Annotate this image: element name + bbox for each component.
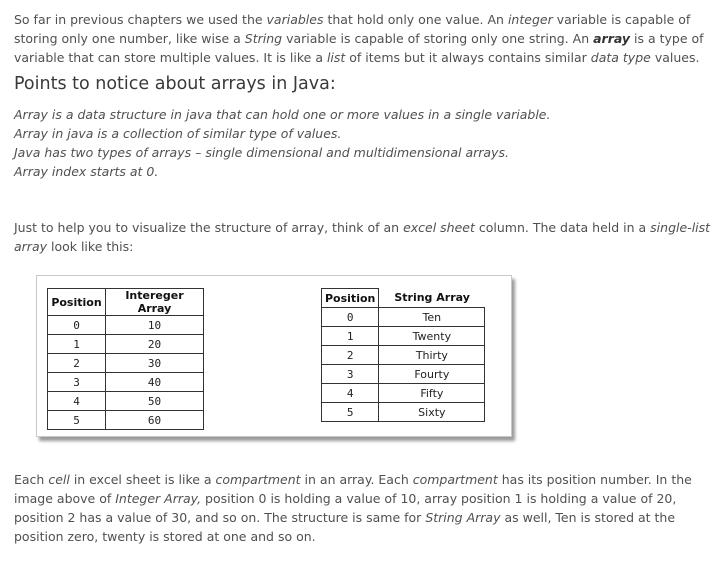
table-row — [322, 346, 485, 365]
value-cell: Twenty — [379, 327, 485, 346]
position-cell: 2 — [48, 354, 106, 373]
array-figure — [36, 275, 512, 437]
position-cell: 5 — [48, 411, 106, 430]
visualize-paragraph: Just to help you to visualize the structure of array, think of an excel sheet column. The data held in a single-list array look like this: — [14, 220, 711, 254]
value-cell: Fourty — [379, 365, 485, 384]
intro-paragraph: So far in previous chapters we used the variables that hold only one value. An integer variable is capable of storing only one number, like wise a String variable is capable of storing only one string. An array is a type of variable that can store multiple values. It is like a list of items but it always contains similar data type values. — [14, 12, 704, 65]
table-row — [48, 373, 204, 392]
table-row — [48, 392, 204, 411]
note-item: Array in java is a collection of similar type of values. — [14, 126, 342, 141]
position-cell: 4 — [322, 384, 379, 403]
value-cell: 60 — [106, 411, 204, 430]
position-cell: 1 — [322, 327, 379, 346]
value-cell: 40 — [106, 373, 204, 392]
position-cell: 0 — [48, 316, 106, 335]
value-cell: Sixty — [379, 403, 485, 422]
header-position: Position — [48, 289, 106, 316]
value-cell: 10 — [106, 316, 204, 335]
integer-array-table — [47, 288, 204, 430]
header-integer-array: Intereger Array — [106, 289, 204, 316]
value-cell: 50 — [106, 392, 204, 411]
value-cell: Ten — [379, 308, 485, 327]
value-cell: Fifty — [379, 384, 485, 403]
value-cell: 30 — [106, 354, 204, 373]
table-row — [48, 354, 204, 373]
position-cell: 1 — [48, 335, 106, 354]
position-cell: 3 — [48, 373, 106, 392]
position-cell: 3 — [322, 365, 379, 384]
notes-list — [14, 105, 550, 181]
position-cell: 5 — [322, 403, 379, 422]
string-array-table — [321, 288, 485, 422]
table-row — [48, 335, 204, 354]
position-cell: 4 — [48, 392, 106, 411]
table-row — [48, 316, 204, 335]
header-string-array: String Array — [379, 289, 485, 308]
table-row — [322, 384, 485, 403]
position-cell: 0 — [322, 308, 379, 327]
table-row — [322, 327, 485, 346]
table-row — [322, 403, 485, 422]
table-row — [48, 411, 204, 430]
header-position: Position — [322, 289, 379, 308]
value-cell: Thirty — [379, 346, 485, 365]
note-item: Array is a data structure in java that can hold one or more values in a single variable. — [14, 107, 551, 122]
table-row — [322, 308, 485, 327]
note-item: Java has two types of arrays – single dimensional and multidimensional arrays. — [14, 145, 509, 160]
table-row — [322, 365, 485, 384]
note-item: Array index starts at 0. — [14, 164, 159, 179]
position-cell: 2 — [322, 346, 379, 365]
section-heading: Points to notice about arrays in Java: — [14, 74, 336, 94]
value-cell: 20 — [106, 335, 204, 354]
outro-paragraph: Each cell in excel sheet is like a compartment in an array. Each compartment has its position number. In the image above of Integer Array, position 0 is holding a value of 10, array position 1 is holding a value of 20, position 2 has a value of 30, and so on. The structure is same for String Array as well, Ten is stored at the position zero, twenty is stored at one and so on. — [14, 472, 692, 544]
